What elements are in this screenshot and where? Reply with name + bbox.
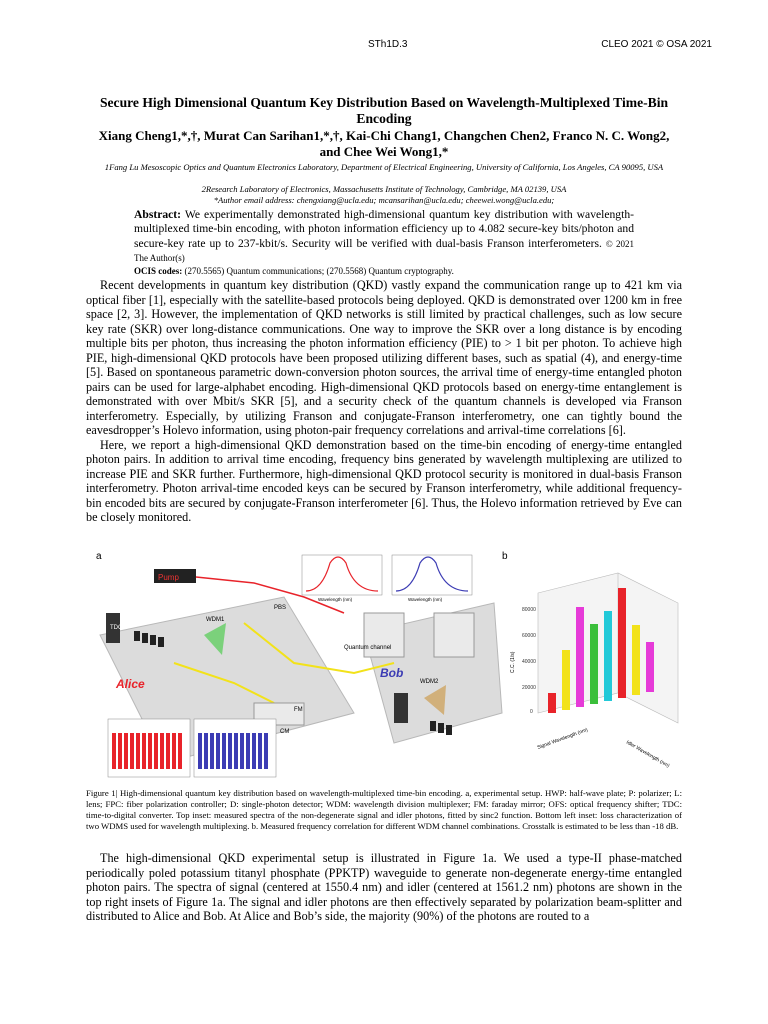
abstract-label: Abstract: xyxy=(134,208,182,221)
inset-wdm-loss-red xyxy=(108,719,190,777)
loss-bar xyxy=(136,733,140,769)
ocis-codes xyxy=(134,266,454,276)
loss-bar xyxy=(216,733,220,769)
loss-bar xyxy=(228,733,232,769)
z-tick-80000: 80000 xyxy=(522,607,536,613)
wdm2-label: WDM2 xyxy=(420,679,439,685)
loss-bar xyxy=(240,733,244,769)
z-axis-label: C.C. (1/s) xyxy=(510,651,516,673)
loss-bar xyxy=(222,733,226,769)
correlation-bar xyxy=(562,650,570,710)
inset-spectrum-idler xyxy=(302,555,382,602)
loss-bar xyxy=(148,733,152,769)
fm-label: FM xyxy=(294,707,303,713)
paragraph-setup: The high-dimensional QKD experimental setup is illustrated in Figure 1a. We used a type-II phase-matched periodically poled potassium titanyl phosphate (PPKTP) waveguide to generate non-degenerate energy-time entangled photon pairs. The spectra of signal (centered at 1550.4 nm) and idler (centered at 1561.2 nm) photons are shown in the top right insets of Figure 1a. The signal and idler photons are then effectively separated by polarization beam-splitter and distributed to Alice and Bob. At Alice and Bob’s side, the majority (90%) of the photons are routed to a xyxy=(86,851,682,923)
loss-bar xyxy=(130,733,134,769)
wdm1-label: WDM1 xyxy=(206,617,225,623)
paragraph-intro: Recent developments in quantum key distribution (QKD) vastly expand the communication range up to 421 km via optical fiber [1], especially with the satellite-based protocols being deployed. QKD is demonstrated over 1200 km in free space [2, 3]. However, the implementation of QKD networks is still limited by practical challenges, such as low secure key rate (SKR) over long-distance communications. One way to improve the SKR over a long distance is by encoding multiple bits per photon, thus increasing the photon information efficiency (PIE) to > 1 bit per photon. To achieve high PIE, high-dimensional QKD protocols have been proposed utilizing different bases, such as spatial (4), and energy-time [5]. Based on spontaneous parametric down-conversion photon sources, the arrival time of energy-time entangled photon pairs can be used for large-alphabet encoding. High-dimensional QKD protocols based on energy-time entanglement is demonstrated with over Mbit/s SKR [5], and a security check of the quantum channels is developed via Franson interferometry. Especially, by utilizing Franson and conjugate-Franson interferometry, one can tightly bound the eavesdropper’s Holevo information, using photon-pair frequency correlations and arrival-time correlations [6]. xyxy=(86,278,682,437)
body-text-2 xyxy=(86,851,682,924)
bob-interferometer-2 xyxy=(434,613,474,657)
abstract xyxy=(134,208,634,265)
idler-axis-label: Idler Wavelength (nm) xyxy=(625,739,671,770)
author-list: Xiang Cheng1,*,†, Murat Can Sarihan1,*,†, Kai-Chi Chang1, Changchen Chen2, Franco N. C. Wong2, and Chee Wei Wong1,* xyxy=(98,128,670,159)
inset-wdm-loss-blue xyxy=(194,719,276,777)
ocis-label: OCIS codes: xyxy=(134,266,183,276)
loss-bar xyxy=(166,733,170,769)
alice-label: Alice xyxy=(116,677,145,691)
loss-bar xyxy=(172,733,176,769)
z-tick-20000: 20000 xyxy=(522,685,536,691)
panel-b-label: b xyxy=(502,551,508,562)
inset-signal-xlabel: Wavelength (nm) xyxy=(408,597,443,602)
figure-caption: Figure 1| High-dimensional quantum key distribution based on wavelength-multiplexed time-bin encoding. a, experimental setup. HWP: half-wave plate; P: polarizer; L: lens; FPC: fiber polarization controller; D: single-photon detector; WDM: wavelength division multiplexer; FM: faraday mirror; OFS: optical frequency shifter; TDC: time-to-digital converter. Top inset: measured spectra of the non-degenerate signal and idler photons, fitted by sinc2 function. Bottom left inset: loss characterization of two WDMS used for wavelength multiplexing. b. Measured frequency correlation for different WDM channel combinations. Crosstalk is estimated to be less than -18 dB. xyxy=(86,788,682,831)
figure-1a-setup xyxy=(94,553,504,785)
cm-label: CM xyxy=(280,729,290,735)
loss-bar xyxy=(252,733,256,769)
affiliation-1: 1Fang Lu Mesoscopic Optics and Quantum Electronics Laboratory, Department of Electrical Engineering, University of California, Los Angeles, CA 90095, USA xyxy=(104,162,664,172)
copyright: © 2021 The Author(s) xyxy=(134,238,634,263)
figure-1b-correlation xyxy=(502,551,684,785)
loss-bar xyxy=(112,733,116,769)
loss-bar xyxy=(210,733,214,769)
loss-bar xyxy=(198,733,202,769)
correlation-3d-bar-chart xyxy=(508,553,684,785)
quantum-channel-label: Quantum channel xyxy=(344,645,392,651)
z-tick-0: 0 xyxy=(530,709,533,715)
correlation-bar xyxy=(604,611,612,701)
loss-bar xyxy=(258,733,262,769)
correlation-bar xyxy=(590,624,598,704)
abstract-text: We experimentally demonstrated high-dimensional quantum key distribution with wavelength-multiplexed time-bin encoding, with photon information efficiency up to 4.082 secure-key bits/photon and secure-key rate up to 237-kbit/s. Security will be verified with dual-basis Franson interferometers. xyxy=(134,208,634,250)
loss-bar xyxy=(142,733,146,769)
paper-title: Secure High Dimensional Quantum Key Distribution Based on Wavelength-Multiplexed Time-Bin Encoding xyxy=(99,95,669,126)
ocis-text: (270.5565) Quantum communications; (270.5568) Quantum cryptography. xyxy=(184,266,454,276)
session-code: STh1D.3 xyxy=(368,39,408,50)
loss-bar xyxy=(124,733,128,769)
conference-name: CLEO 2021 © OSA 2021 xyxy=(601,39,712,50)
correlation-bar xyxy=(646,642,654,692)
loss-bar xyxy=(154,733,158,769)
affiliation-2: 2Research Laboratory of Electronics, Massachusetts Institute of Technology, Cambridge, MA 02139, USA xyxy=(201,184,567,194)
loss-bar xyxy=(118,733,122,769)
bob-label: Bob xyxy=(380,666,404,680)
bob-tdc xyxy=(394,693,408,723)
setup-diagram xyxy=(94,553,504,785)
correlation-bar xyxy=(618,588,626,698)
loss-bar xyxy=(204,733,208,769)
loss-bar xyxy=(178,733,182,769)
z-tick-40000: 40000 xyxy=(522,659,536,665)
inset-spectrum-signal xyxy=(392,555,472,602)
loss-bar xyxy=(264,733,268,769)
signal-axis-label: Signal Wavelength (nm) xyxy=(536,727,589,751)
inset-idler-xlabel: Wavelength (nm) xyxy=(318,597,353,602)
panel-a-label: a xyxy=(96,551,102,562)
loss-bar xyxy=(246,733,250,769)
body-text-1 xyxy=(86,278,682,525)
correlation-bar xyxy=(576,607,584,707)
correlation-bar xyxy=(548,693,556,713)
alice-tdc-label: TDC xyxy=(110,625,123,631)
pbs-label: PBS xyxy=(274,605,287,611)
author-email: *Author email address: chengxiang@ucla.edu; mcansarihan@ucla.edu; cheewei.wong@ucla.edu; xyxy=(213,195,555,205)
z-tick-60000: 60000 xyxy=(522,633,536,639)
paragraph-report: Here, we report a high-dimensional QKD demonstration based on the time-bin encoding of energy-time entangled photon pairs. In addition to arrival time encoding, frequency bins generated by wavelength multiplexing are utilized to increase PIE and SKR further. Furthermore, high-dimensional QKD protocol security is monitored in dual-basis Franson interferometry. Photon arrival-time encoded keys can be secured by Franson interferometry, while additional frequency-bin encoded bits are secured by conjugate-Franson interferometer [6]. Thus, the Holevo information retrieved by Eve can be closely monitored. xyxy=(86,437,682,524)
pump-label: Pump xyxy=(158,573,179,582)
correlation-bar xyxy=(632,625,640,695)
loss-bar xyxy=(160,733,164,769)
loss-bar xyxy=(234,733,238,769)
